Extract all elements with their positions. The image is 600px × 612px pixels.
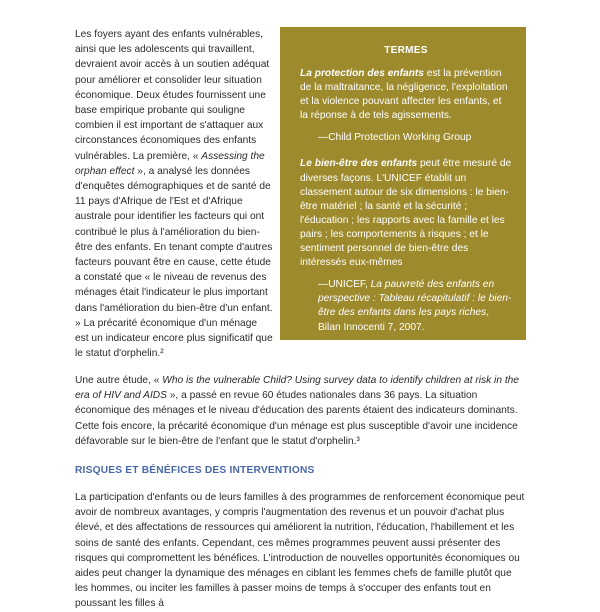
left-column [75,27,273,361]
term-child-wellbeing-label: Le bien-être des enfants [300,158,418,170]
source-prefix: —UNICEF, [318,279,371,291]
risks-benefits-paragraph: La participation d'enfants ou de leurs familles à des programmes de renforcement économique peut avoir de nombreux avantages, y compris l'augmentation des revenus et un pouvoir d'achat plus élevé, et des affectations de ressources qui améliorent la nutrition, l'éducation, l'habillement et les soins de santé des enfants. Cependant, ces mêmes programmes peuvent aussi présenter des risques qui compromettent les bénéfices. L'introduction de nouvelles opportunités économiques ou aides peut changer la dynamique des ménages en ciblant les femmes chefs de famille plutôt que les hommes, ou inciter les familles à passer moins de temps à s'occuper des enfants tout en poussant les filles à [75,492,525,610]
source-title: La pauvreté des enfants en perspective : Tableau récapitulatif : le bien-être des enfants dans les pays riches [318,279,512,319]
terms-box [280,27,526,340]
intro-paragraph [75,27,273,361]
term-child-protection-definition: est la prévention de la maltraitance, la négligence, l'exploitation et la violence pouvant affecter les enfants, et la réponse à de tels agissements. [300,68,508,122]
source-suffix: , Bilan Innocenti 7, 2007. [318,307,490,333]
terms-box-title: TERMES [384,45,428,56]
term-child-wellbeing-source [300,278,512,334]
study-title-orphan-effect: Assessing the orphan effect [75,150,265,177]
section-heading: RISQUES ET BÉNÉFICES DES INTERVENTIONS [75,465,315,476]
term-child-protection-label: La protection des enfants [300,68,424,79]
term-child-wellbeing-definition: peut être mesuré de diverses façons. L'UNICEF établit un classement autour de six dimensions : le bien-être matériel ; la santé et la sécurité ; l'éducation ; les rapports avec la famille et les pairs ; les comportements à risques ; et le sentiment personnel de bien-être des intéressés eux-mêmes [300,158,512,269]
intro-text-end: », a analysé les données d'enquêtes démographiques et de santé de 11 pays d'Afrique de l'Est et d'Afrique australe pour identifier les facteurs qui ont contribué le plus à l'amélioration du bien-être des enfants. En tenant compte d'autres facteurs pouvant être en cause, cette étude a constaté que « le niveau de revenus des ménages était l'indicateur le plus important dans l'amélioration du bien-être d'un enfant. » La précarité économique d'un ménage est un indicateur encore plus significatif que le statut d'orphelin.² [75,165,273,360]
term-child-protection [300,67,512,123]
term-child-wellbeing [300,157,512,270]
intro-text-start: Les foyers ayant des enfants vulnérables, ainsi que les adolescents qui travaillent, devraient avoir accès à un soutien adéquat pour améliorer et consolider leur situation économique. Deux études fournissent une base empirique probante qui souligne combien il est important de s'attaquer aux circonstances économiques des enfants vulnérables. La première, « [75,29,270,162]
second-study-text-start: Une autre étude, « [75,375,163,386]
study-title-vulnerable-child: Who is the vulnerable Child? Using survey data to identify children at risk in the era of HIV and AIDS [75,375,519,402]
second-study-paragraph [75,373,527,449]
second-study-text-end: », a passé en revue 60 études nationales dans 36 pays. La situation économique des ménages et le niveau d'éducation des parents étaient des indicateurs dominants. Cette fois encore, la précarité économique d'un ménage est plus susceptible d'avoir une incidence défavorable sur le bien-être de l'enfant que le statut d'orphelin.³ [75,390,518,447]
term-child-protection-source: —Child Protection Working Group [318,132,472,144]
